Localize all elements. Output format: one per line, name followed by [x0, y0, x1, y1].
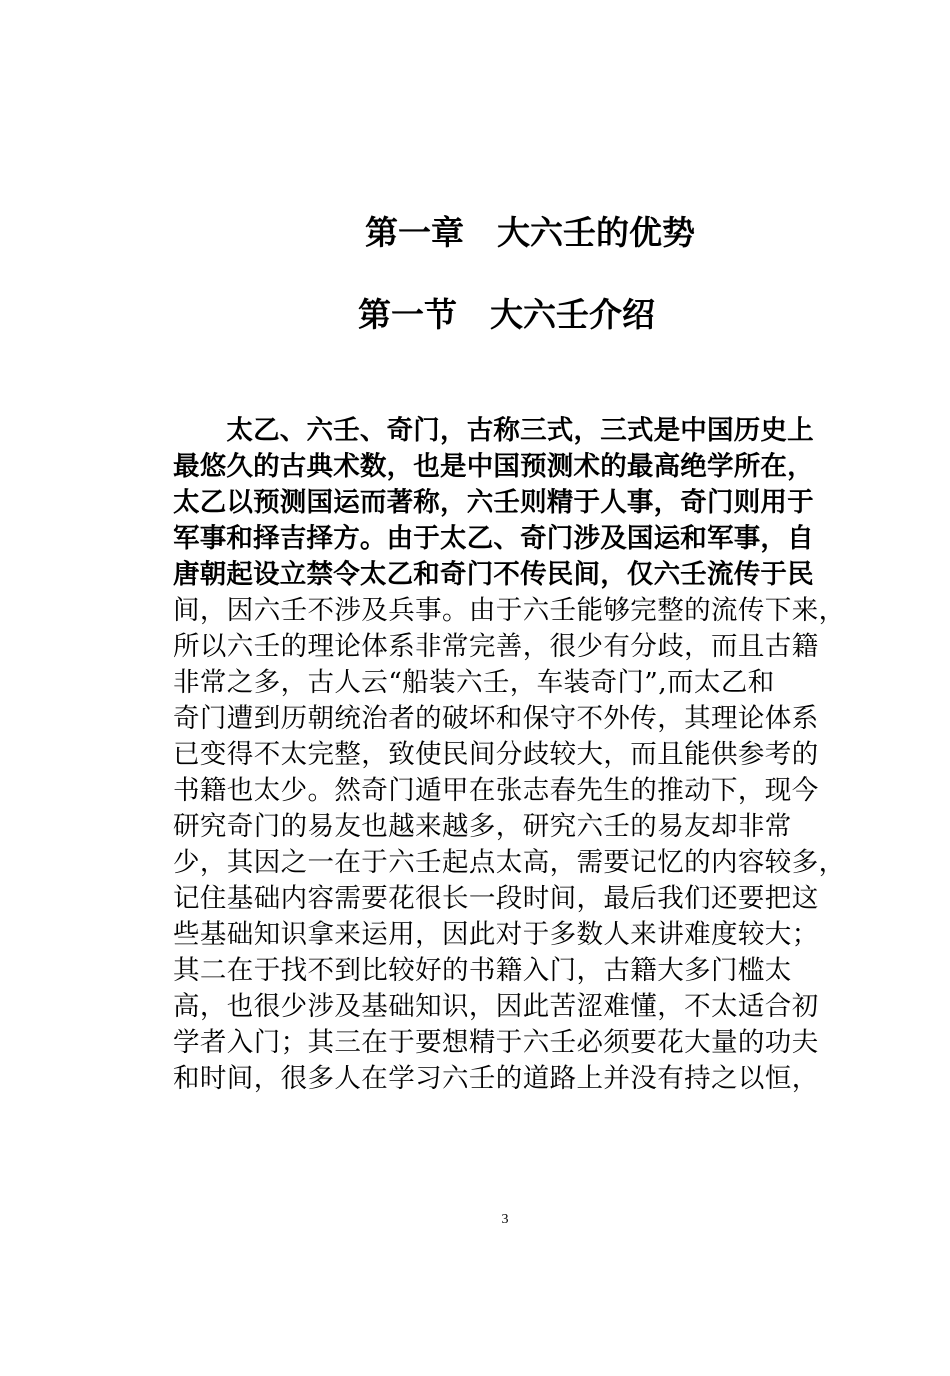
section-title: 第一节 大六壬介绍	[358, 295, 655, 334]
text-line: 少，其因之一在于六壬起点太高，需要记忆的内容较多，	[173, 847, 846, 878]
text-line: 非常之多，古人云“船装六壬，车装奇门”,而太乙和	[173, 667, 775, 698]
text-line: 其二在于找不到比较好的书籍入门，古籍大多门槛太	[173, 955, 792, 986]
text-line: 些基础知识拿来运用，因此对于多数人来讲难度较大；	[173, 919, 819, 950]
text-line: 学者入门；其三在于要想精于六壬必须要花大量的功夫	[173, 1027, 819, 1058]
text-line: 最悠久的古典术数，也是中国预测术的最高绝学所在，	[173, 451, 814, 482]
page-number: 3	[501, 1212, 509, 1227]
text-line: 已变得不太完整，致使民间分歧较大，而且能供参考的	[173, 739, 819, 770]
text-line: 军事和择吉择方。由于太乙、奇门涉及国运和军事，自	[173, 523, 814, 554]
text-line: 间，因六壬不涉及兵事。由于六壬能够完整的流传下来，	[173, 595, 846, 626]
text-line: 所以六壬的理论体系非常完善，很少有分歧，而且古籍	[173, 631, 819, 662]
text-line: 太乙、六壬、奇门，古称三式，三式是中国历史上	[173, 415, 814, 446]
body-text	[173, 413, 863, 1097]
text-line: 和时间，很多人在学习六壬的道路上并没有持之以恒，	[173, 1063, 819, 1094]
text-line: 记住基础内容需要花很长一段时间，最后我们还要把这	[173, 883, 819, 914]
text-line: 唐朝起设立禁令太乙和奇门不传民间，仅六壬流传于民	[173, 559, 814, 590]
text-line: 书籍也太少。然奇门遁甲在张志春先生的推动下，现今	[173, 775, 819, 806]
text-line: 高，也很少涉及基础知识，因此苦涩难懂，不太适合初	[173, 991, 819, 1022]
text-line: 奇门遭到历朝统治者的破坏和保守不外传，其理论体系	[173, 703, 819, 734]
chapter-title: 第一章 大六壬的优势	[365, 213, 695, 252]
text-line: 研究奇门的易友也越来越多，研究六壬的易友却非常	[173, 811, 792, 842]
text-line: 太乙以预测国运而著称，六壬则精于人事，奇门则用于	[173, 487, 814, 518]
